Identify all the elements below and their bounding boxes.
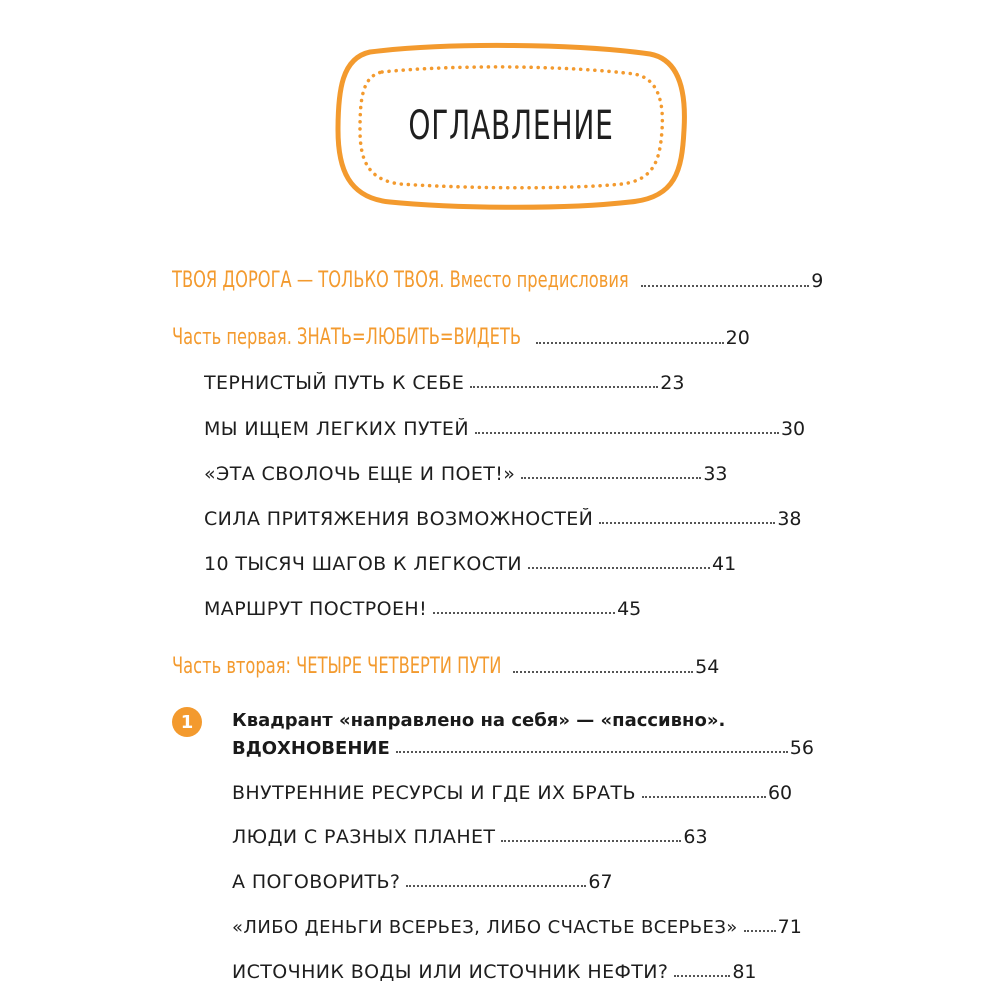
toc-entry-page: 30 [780, 418, 806, 440]
toc-entry-label: А ПОГОВОРИТЬ? [232, 871, 401, 893]
toc-entry-page: 23 [660, 372, 685, 394]
page-title: ОГЛАВЛЕНИЕ [408, 103, 614, 149]
toc-entry-label: 10 ТЫСЯЧ ШАГОВ К ЛЕГКОСТИ [204, 553, 522, 575]
toc-entry[interactable] [204, 508, 802, 530]
toc-entry-page: 54 [695, 656, 720, 678]
toc-entry[interactable] [232, 916, 832, 938]
toc-entry[interactable] [172, 325, 750, 350]
toc-entry[interactable] [204, 463, 728, 485]
toc-leader [744, 930, 776, 932]
toc-leader [406, 885, 586, 887]
toc-entry-label: ТЕРНИСТЫЙ ПУТЬ К СЕБЕ [204, 372, 465, 394]
toc-entry-page: 9 [811, 270, 824, 292]
toc-leader [528, 567, 710, 569]
toc-entry[interactable] [204, 553, 736, 575]
toc-leader [642, 796, 766, 798]
toc-entry[interactable] [204, 598, 641, 620]
toc-leader [501, 840, 681, 842]
toc-entry[interactable] [232, 871, 613, 893]
toc-entry-label: ВДОХНОВЕНИЕ [232, 738, 390, 759]
toc-entry[interactable] [232, 826, 708, 848]
toc-entry-label: ЛЮДИ С РАЗНЫХ ПЛАНЕТ [232, 826, 496, 848]
toc-entry-label: Часть первая. ЗНАТЬ=ЛЮБИТЬ=ВИДЕТЬ [172, 325, 522, 350]
toc-entry-label: Часть вторая: ЧЕТЫРЕ ЧЕТВЕРТИ ПУТИ [172, 654, 502, 679]
toc-leader [396, 751, 788, 753]
toc-entry-label: ИСТОЧНИК ВОДЫ ИЛИ ИСТОЧНИК НЕФТИ? [232, 961, 669, 983]
toc-entry-label: МАРШРУТ ПОСТРОЕН! [204, 598, 428, 620]
toc-entry-page: 20 [725, 327, 750, 349]
toc-entry-page: 81 [732, 961, 757, 983]
toc-entry-label: «ЛИБО ДЕНЬГИ ВСЕРЬЕЗ, ЛИБО СЧАСТЬЕ ВСЕРЬЕЗ» [232, 917, 738, 938]
toc-entry-label: «ЭТА СВОЛОЧЬ ЕЩЕ И ПОЕТ!» [204, 463, 516, 485]
toc-leader [536, 342, 724, 344]
toc-leader [641, 285, 809, 287]
toc-entry-page: 38 [777, 508, 802, 530]
toc-entry[interactable] [172, 654, 719, 679]
toc-entry-label: МЫ ИЩЕМ ЛЕГКИХ ПУТЕЙ [204, 418, 469, 440]
quadrant-number-badge: 1 [172, 707, 202, 737]
toc-entry-page: 56 [789, 737, 814, 759]
quadrant-heading: Квадрант «направлено на себя» — «пассивно». [232, 710, 726, 731]
toc-entry[interactable] [232, 782, 792, 804]
toc-entry-page: 67 [588, 871, 613, 893]
toc-entry-label: ТВОЯ ДОРОГА — ТОЛЬКО ТВОЯ. Вместо предисловия [172, 268, 629, 293]
toc-entry[interactable] [232, 961, 757, 983]
toc-entry-page: 45 [617, 598, 642, 620]
toc-leader [470, 386, 658, 388]
title-frame [330, 38, 692, 214]
toc-leader [475, 432, 779, 434]
toc-entry[interactable] [204, 418, 805, 440]
toc-leader [599, 522, 775, 524]
toc-entry[interactable] [204, 372, 684, 394]
toc-leader [674, 975, 730, 977]
toc-entry[interactable] [232, 737, 814, 759]
toc-entry-page: 33 [703, 463, 728, 485]
toc-entry-label: ВНУТРЕННИЕ РЕСУРСЫ И ГДЕ ИХ БРАТЬ [232, 782, 636, 804]
toc-leader [433, 612, 615, 614]
toc-entry-page: 41 [712, 553, 737, 575]
toc-entry-page: 60 [767, 782, 793, 804]
toc-entry-page: 71 [777, 916, 802, 938]
toc-entry-page: 63 [683, 826, 708, 848]
toc-entry-label: СИЛА ПРИТЯЖЕНИЯ ВОЗМОЖНОСТЕЙ [204, 508, 594, 530]
toc-leader [521, 477, 701, 479]
toc-entry[interactable] [172, 268, 823, 293]
toc-leader [513, 671, 693, 673]
